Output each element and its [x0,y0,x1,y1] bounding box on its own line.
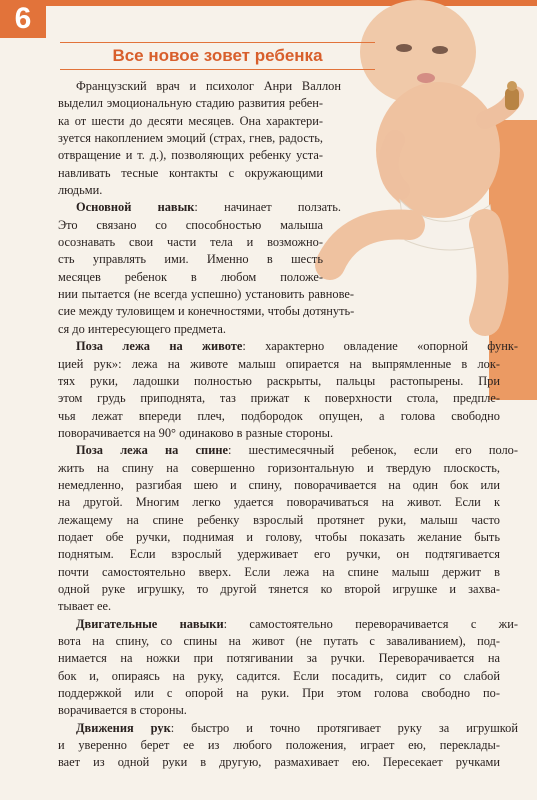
bold-term: Основной навык [76,200,195,215]
text-span: цией рук»: лежа на животе малыш опирается на выпрямленные в лок- [58,356,500,371]
text-span: нии пытается (не всегда успешно) установить равнове- [58,287,354,302]
text-line [58,199,341,216]
text-span: чья лежат впереди плеч, подбородок опущен, а голова свободно [58,408,500,423]
text-span: одной руке игрушку, то другой тянется ко второй игрушке и захва- [58,581,500,596]
text-span: вает из одной руки в другую, размахивает ею. Пересекает ручками [58,755,500,770]
text-span: Французский врач и психолог Анри Валлон [76,79,341,93]
text-span: этом грудь приподнята, таз прижат к поверхности стола, предпле- [58,391,500,406]
text-span: Это связано со способностью малыша [58,217,323,232]
text-line [58,165,323,182]
section-heading: Все новое зовет ребенка [60,42,375,70]
bold-term: Двигательные навыки [76,616,224,631]
text-line [58,147,323,164]
text-line [58,720,518,737]
text-line [58,616,518,633]
text-line [58,182,323,199]
text-span: на другой. Многим легко удается поворачиваться на живот. Если к [58,495,500,510]
text-span: зуется накоплением эмоций (страх, гнев, радость, [58,131,323,146]
text-span: : шестимесячный ребенок, если его поло- [227,443,518,458]
text-span: почти самостоятельно вверх. Если лежа на спине малыш держит в [58,564,500,579]
text-line [58,754,500,771]
text-line [58,425,500,442]
text-span: бок и, опираясь на руку, садится. Если посадить, сидит со слабой [58,668,500,683]
text-span: лежащему на спине ребенку взрослый протянет руки, малыш часто [58,512,500,527]
text-line [58,598,500,615]
text-line [58,373,500,390]
text-span: поднятым. Если взрослый удерживает его ручки, он подтягивается [58,547,500,562]
text-line [58,702,500,719]
body-text [58,78,518,772]
text-span: ся до интересующего предмета. [58,321,226,336]
page-number: 6 [0,0,46,38]
text-line [58,234,323,251]
text-line [58,356,500,373]
text-line [58,390,500,407]
text-span: поддержкой или с опорой на руки. При этом голова свободно по- [58,686,500,701]
text-line [58,546,500,563]
text-span: подает обе ручки, поднимая и голову, чтобы показать желание быть [58,529,500,544]
text-line [58,668,500,685]
text-span: ка от шести до десяти месяцев. Она характери- [58,113,323,128]
text-line [58,130,323,147]
text-span: и уверенно берет ее из любого положения, играет ею, переклады- [58,738,500,753]
text-span: вота на спину, со спины на живот (не путать с заваливанием), под- [58,634,500,648]
text-span: осознавать свои части тела и возможно- [58,235,323,250]
text-line [58,685,500,702]
text-span: тывает ее. [58,599,112,614]
text-line [58,477,500,494]
text-span: тях руки, ладошки полностью раскрыты, пальцы растопырены. При [58,373,500,388]
text-line [58,217,323,234]
text-line [58,113,323,130]
text-span: ворачивается в стороны. [58,703,187,718]
text-span: : самостоятельно переворачивается с жи- [223,616,518,631]
text-span: нимается на ножки при потягивании за ручки. Переворачивается на [58,651,500,666]
text-span: жить на спину на совершенно горизонтальную и твердую плоскость, [58,460,500,475]
text-line [58,512,500,529]
text-line [58,78,341,95]
text-span: людьми. [58,183,103,198]
text-span: немедленно, разгибая шею и спину, поворачивается на один бок или [58,477,500,492]
text-line [58,251,323,268]
text-line [58,286,354,303]
text-line [58,737,500,754]
text-span: отвращение и т. д.), позволяющих ребенку уста- [58,148,323,163]
text-span: сие между туловищем и конечностями, чтобы дотянуть- [58,304,354,319]
text-line [58,269,323,286]
text-line [58,650,500,667]
text-span: выделил эмоциональную стадию развития ребен- [58,96,323,111]
text-span: навливать тесные контакты с окружающими [58,165,323,180]
text-line [58,494,500,511]
text-span: : быстро и точно протягивает руку за игрушкой [170,720,518,735]
text-line [58,564,500,581]
text-span: месяцев ребенок в любом положе- [58,269,323,284]
text-line [58,633,500,650]
text-span: поворачивается на 90° одинаково в разные стороны. [58,425,334,440]
text-span: : начинает ползать. [194,200,341,215]
text-line [58,460,500,477]
text-line [58,95,323,112]
text-line [58,442,518,459]
text-span: : характерно овладение «опорной функ- [242,339,518,354]
text-line [58,321,354,338]
text-line [58,529,500,546]
text-line [58,303,354,320]
text-line [58,408,500,425]
text-line [58,338,518,355]
bold-term: Поза лежа на спине [76,443,228,458]
bold-term: Поза лежа на животе [76,339,243,354]
text-span: сть управлять ими. Именно в шесть [58,252,323,267]
text-line [58,581,500,598]
bold-term: Движения рук [76,720,171,735]
